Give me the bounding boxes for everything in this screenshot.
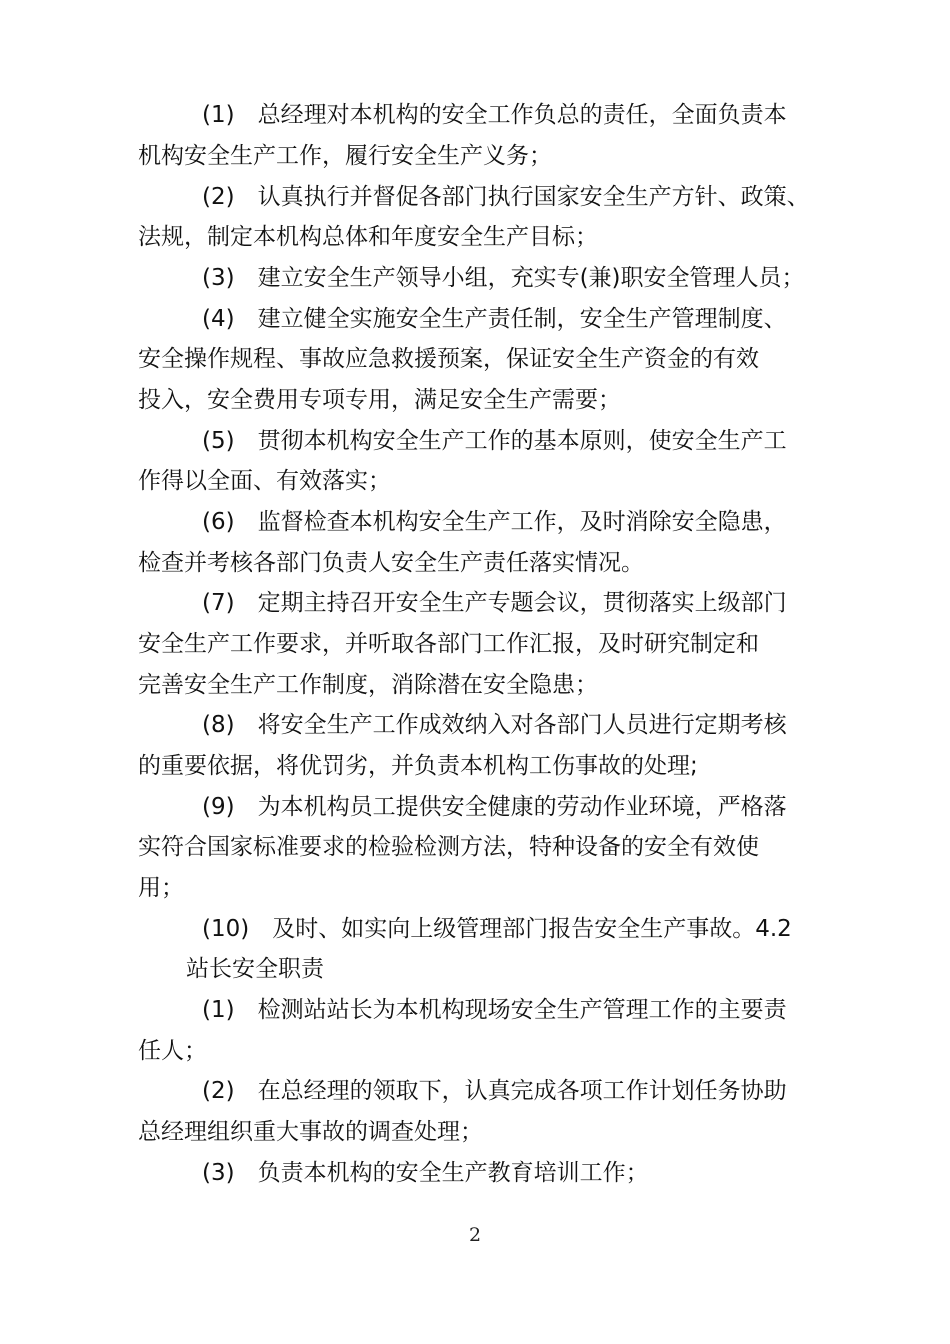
text-line: 总经理组织重大事故的调查处理； (138, 1119, 483, 1145)
text-line: (6) 监督检查本机构安全生产工作，及时消除安全隐患， (202, 509, 787, 535)
text-line: (2) 认真执行并督促各部门执行国家安全生产方针、政策、 (202, 184, 810, 210)
text-line: 法规，制定本机构总体和年度安全生产目标； (138, 224, 598, 250)
text-line: 安全生产工作要求，并听取各部门工作汇报，及时研究制定和 (138, 631, 759, 657)
text-line: (3) 建立安全生产领导小组，充实专(兼)职安全管理人员； (202, 265, 805, 291)
text-line: 机构安全生产工作，履行安全生产义务； (138, 143, 552, 169)
text-line: 的重要依据，将优罚劣，并负责本机构工伤事故的处理; (138, 753, 698, 779)
text-line: 安全操作规程、事故应急救援预案，保证安全生产资金的有效 (138, 346, 759, 372)
text-line: (2) 在总经理的领取下，认真完成各项工作计划任务协助 (202, 1078, 787, 1104)
section-heading: 站长安全职责 (186, 956, 324, 982)
text-line: (1) 检测站站长为本机构现场安全生产管理工作的主要责 (202, 997, 787, 1023)
text-line: 投入，安全费用专项专用，满足安全生产需要； (138, 387, 621, 413)
text-line: 检查并考核各部门负责人安全生产责任落实情况。 (138, 550, 644, 576)
text-line: (7) 定期主持召开安全生产专题会议，贯彻落实上级部门 (202, 590, 787, 616)
text-line: (1) 总经理对本机构的安全工作负总的责任，全面负责本 (202, 102, 787, 128)
text-line: 任人； (138, 1038, 207, 1064)
text-line: (10) 及时、如实向上级管理部门报告安全生产事故。4.2 (202, 916, 792, 942)
text-line: (4) 建立健全实施安全生产责任制，安全生产管理制度、 (202, 306, 787, 332)
text-line: (8) 将安全生产工作成效纳入对各部门人员进行定期考核 (202, 712, 787, 738)
text-line: 实符合国家标准要求的检验检测方法，特种设备的安全有效使 (138, 834, 759, 860)
text-line: (5) 贯彻本机构安全生产工作的基本原则，使安全生产工 (202, 428, 787, 454)
text-line: 完善安全生产工作制度，消除潜在安全隐患； (138, 672, 598, 698)
page-number: 2 (468, 1224, 482, 1246)
text-line: (9) 为本机构员工提供安全健康的劳动作业环境，严格落 (202, 794, 787, 820)
text-line: 用； (138, 875, 184, 901)
text-line: 作得以全面、有效落实； (138, 468, 391, 494)
text-line: (3) 负责本机构的安全生产教育培训工作； (202, 1160, 649, 1186)
